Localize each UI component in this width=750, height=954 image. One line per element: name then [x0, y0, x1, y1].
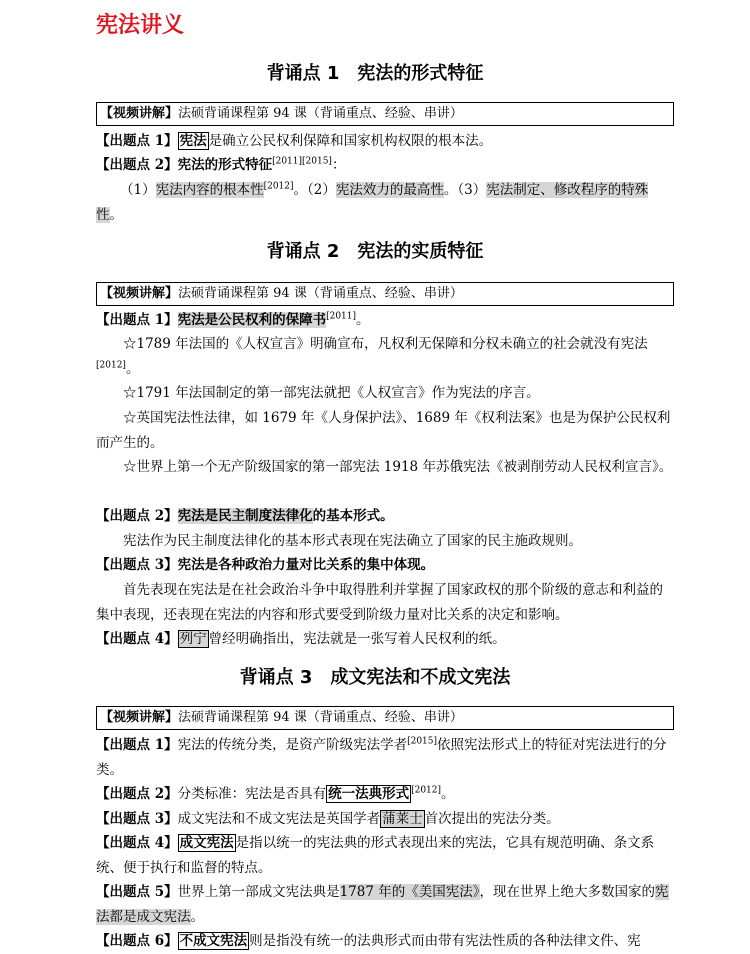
- video-lecture-box: 【视频讲解】法硕背诵课程第 94 课（背诵重点、经验、串讲）: [96, 282, 674, 306]
- video-lecture-box: 【视频讲解】法硕背诵课程第 94 课（背诵重点、经验、串讲）: [96, 706, 674, 730]
- s3-p6-keyword: 不成文宪法: [179, 933, 248, 949]
- s2-point-3-detail: 首先表现在宪法是在社会政治斗争中取得胜利并掌握了国家政权的那个阶级的意志和利益的集中表现，还表现在宪法的内容和形式要受到阶级力量对比关系的决定和影响。: [96, 582, 663, 623]
- s2-point-2-detail: 宪法作为民主制度法律化的基本形式表现在宪法确立了国家的民主施政规则。: [123, 533, 582, 549]
- s2-star-3: ☆英国宪法性法律，如 1679 年《人身保护法》、1689 年《权利法案》也是为保护公民权利而产生的。: [96, 410, 671, 451]
- s3-point-4: 【出题点 4】 成文宪法 是指以统一的宪法典的形式表现出来的宪法，它具有规范明确、条文系统、便于执行和监督的特点。: [96, 835, 655, 876]
- s3-point-2: 【出题点 2】分类标准：宪法是否具有 统一法典形式 [2012]。: [96, 785, 455, 802]
- s1-point-1: 【出题点 1】 宪法 是确立公民权利保障和国家机构权限的根本法。: [96, 133, 493, 149]
- s3-p2-keyword: 统一法典形式: [328, 786, 410, 802]
- s2-star-1: ☆1789 年法国的《人权宣言》明确宣布，凡权利无保障和分权未确立的社会就没有宪法[2012]。: [96, 336, 648, 377]
- section-2-title: 背诵点 2 宪法的实质特征: [266, 241, 484, 262]
- s3-point-1: 【出题点 1】宪法的传统分类，是资产阶级宪法学者[2015]依照宪法形式上的特征对宪法进行的分类。: [96, 736, 667, 778]
- s3-p3-keyword: 蒲莱士: [382, 811, 423, 827]
- s3-point-3: 【出题点 3】成文宪法和不成文宪法是英国学者 蒲莱士 首次提出的宪法分类。: [96, 811, 560, 827]
- s2-point-1: 【出题点 1】宪法是公民权利的保障书[2011]。: [96, 311, 370, 328]
- document-title: 宪法讲义: [96, 13, 185, 38]
- video-lecture-box: [96, 102, 674, 126]
- s3-point-5: 【出题点 5】世界上第一部成文宪法典是1787 年的《美国宪法》，现在世界上绝大多数国家的宪法都是成文宪法。: [96, 884, 669, 925]
- s2-point-3: 【出题点 3】宪法是各种政治力量对比关系的集中体现。: [96, 557, 435, 573]
- s2-point-2: 【出题点 2】宪法是民主制度法律化的基本形式。: [96, 508, 394, 524]
- section-3-title: 背诵点 3 成文宪法和不成文宪法: [239, 667, 511, 688]
- s3-point-6: 【出题点 6】 不成文宪法 则是指没有统一的法典形式而由带有宪法性质的各种法律文件、宪: [96, 933, 641, 949]
- s2-star-2: ☆1791 年法国制定的第一部宪法就把《人权宣言》作为宪法的序言。: [123, 385, 540, 401]
- s1-point-2-detail: （1）宪法内容的根本性[2012]。（2）宪法效力的最高性。（3）宪法制定、修改程序的特殊性。: [96, 181, 649, 223]
- s2-star-4: ☆世界上第一个无产阶级国家的第一部宪法 1918 年苏俄宪法《被剥削劳动人民权利宣言》。: [123, 459, 673, 475]
- s1-p1-keyword: 宪法: [179, 133, 207, 149]
- s2-p4-keyword: 列宁: [179, 631, 207, 647]
- s2-point-4: 【出题点 4】 列宁 曾经明确指出，宪法就是一张写着人民权利的纸。: [96, 631, 506, 647]
- video-lecture-text: 法硕背诵课程第 94 课（背诵重点、经验、串讲）: [178, 106, 463, 121]
- s1-point-2: 【出题点 2】宪法的形式特征[2011][2015]：: [96, 156, 346, 173]
- section-1-title: 背诵点 1 宪法的形式特征: [266, 63, 484, 84]
- s3-p4-keyword: 成文宪法: [179, 835, 234, 851]
- video-lecture-label: 【视频讲解】: [100, 106, 179, 121]
